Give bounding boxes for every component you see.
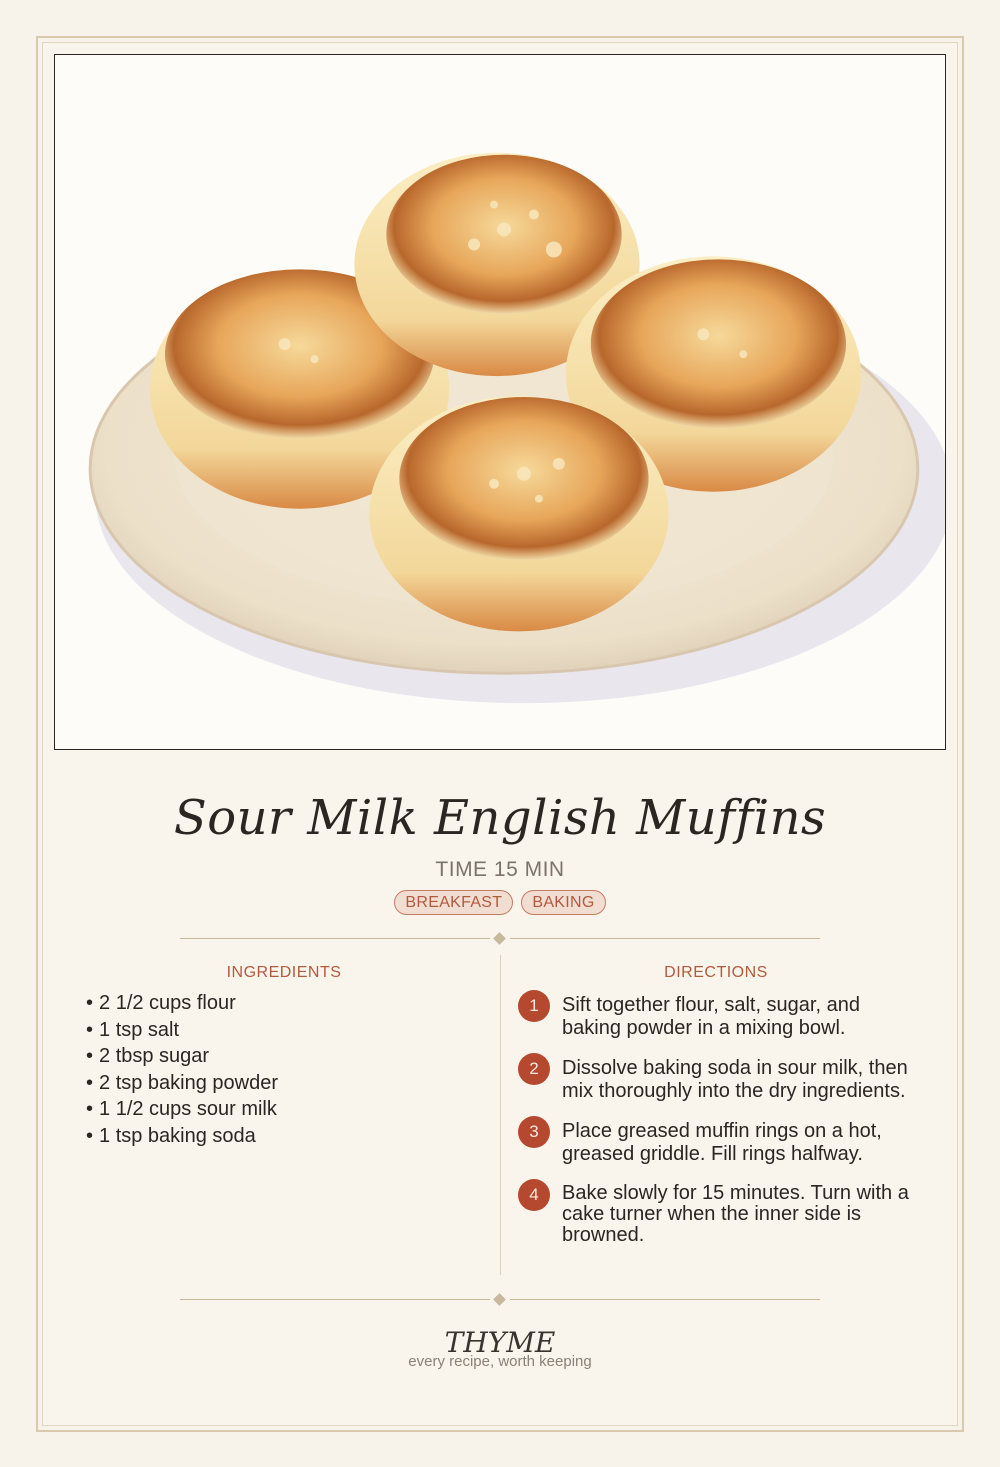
brand-tagline: every recipe, worth keeping: [408, 1353, 592, 1370]
muffin-4: [369, 396, 668, 631]
recipe-photo: [54, 54, 946, 750]
list-item: • 2 1/2 cups flour: [86, 992, 236, 1014]
step-number-badge: 3: [518, 1116, 550, 1148]
step-number-badge: 4: [518, 1179, 550, 1211]
directions-list: [518, 990, 918, 1246]
step-text: Dissolve baking soda in sour milk, then mix thoroughly into the dry ingredients.: [562, 1057, 908, 1102]
step-number-badge: 2: [518, 1053, 550, 1085]
brand-logo: THYME: [444, 1326, 556, 1359]
diamond-ornament-icon: [493, 932, 506, 945]
direction-step: [518, 1116, 918, 1166]
list-item: • 1 tsp baking soda: [86, 1124, 256, 1147]
tag-breakfast[interactable]: BREAKFAST: [394, 890, 513, 915]
step-number-badge: 1: [518, 990, 550, 1022]
column-divider: [500, 955, 501, 1275]
diamond-ornament-icon: [493, 1293, 506, 1306]
step-text: Place greased muffin rings on a hot, greased griddle. Fill rings halfway.: [562, 1120, 882, 1165]
direction-step: [518, 1179, 918, 1246]
top-divider: [180, 932, 820, 946]
cook-time: TIME 15 MIN: [435, 858, 565, 881]
step-text: Sift together flour, salt, sugar, and baking powder in a mixing bowl.: [562, 994, 860, 1039]
recipe-title: Sour Milk English Muffins: [173, 790, 827, 846]
list-item: • 1 1/2 cups sour milk: [86, 1098, 277, 1120]
direction-step: [518, 990, 918, 1040]
directions-heading: DIRECTIONS: [664, 964, 768, 981]
direction-step: [518, 1053, 918, 1103]
list-item: • 1 tsp salt: [86, 1018, 180, 1041]
step-text: Bake slowly for 15 minutes. Turn with a cake turner when the inner side is browned.: [562, 1182, 909, 1246]
list-item: • 2 tsp baking powder: [86, 1071, 279, 1094]
tag-list: [0, 890, 1000, 915]
ingredients-list: [86, 990, 278, 1149]
bottom-divider: [180, 1293, 820, 1307]
ingredients-heading: INGREDIENTS: [226, 964, 342, 981]
list-item: • 2 tbsp sugar: [86, 1045, 210, 1067]
tag-baking[interactable]: BAKING: [521, 890, 605, 915]
